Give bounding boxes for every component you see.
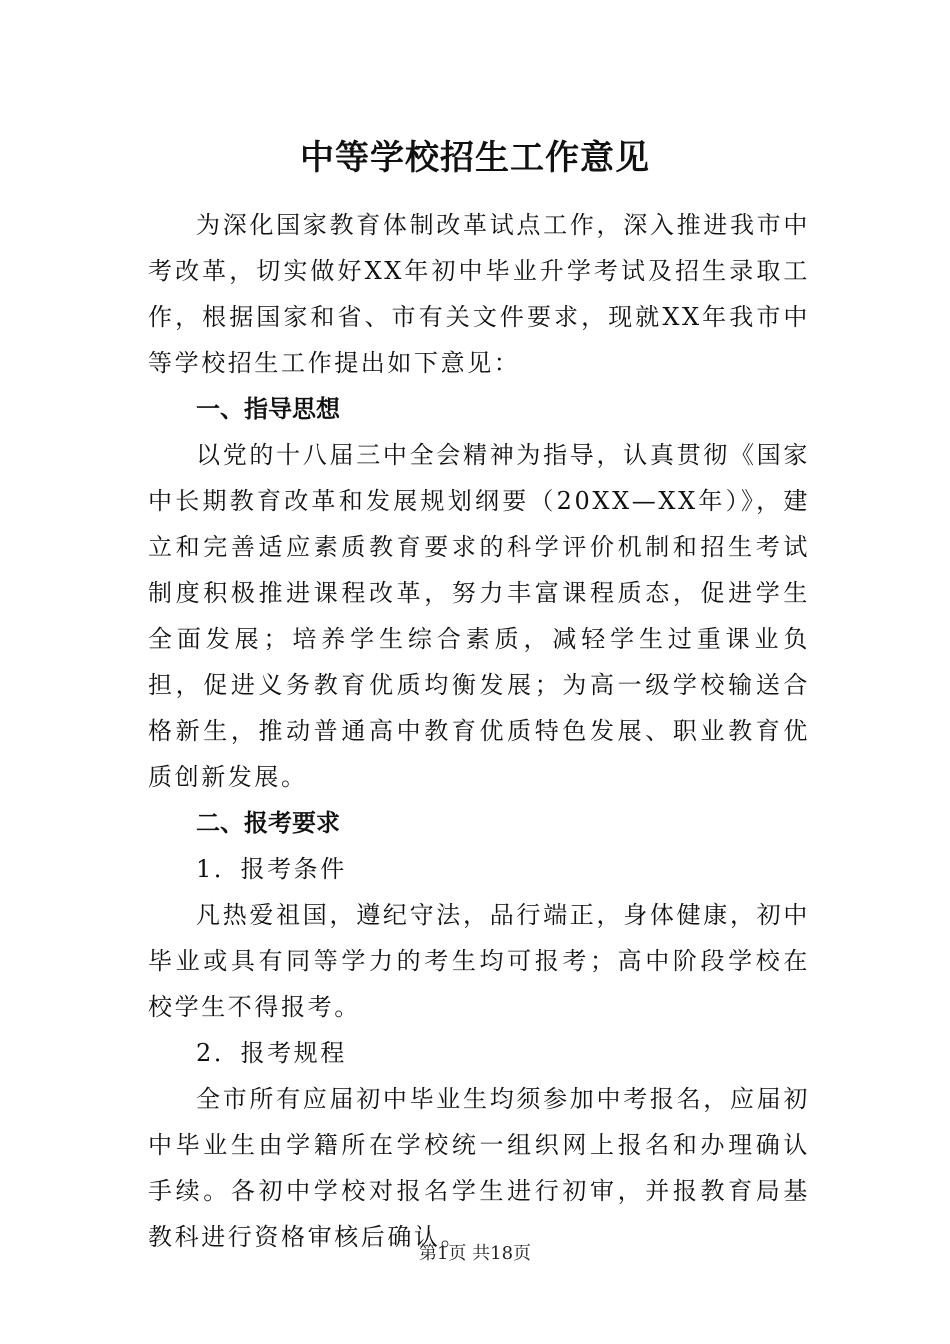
subheading-application-procedure: 2．报考规程 — [196, 1039, 347, 1067]
application-conditions-paragraph: 凡热爱祖国，遵纪守法，品行端正，身体健康，初中毕业或具有同等学力的考生均可报考；高中阶段学校在校学生不得报考。 — [148, 901, 810, 1021]
page-number-footer: 第1页 共18页 — [418, 1243, 532, 1264]
section-heading-guiding-ideology: 一、指导思想 — [196, 395, 340, 423]
document-body — [148, 202, 810, 1260]
intro-paragraph: 为深化国家教育体制改革试点工作，深入推进我市中考改革，切实做好XX年初中毕业升学考试及招生录取工作，根据国家和省、市有关文件要求，现就XX年我市中等学校招生工作提出如下意见： — [148, 211, 810, 377]
subheading-application-conditions: 1．报考条件 — [196, 855, 347, 883]
guiding-ideology-paragraph: 以党的十八届三中全会精神为指导，认真贯彻《国家中长期教育改革和发展规划纲要（20XX—XX年）》，建立和完善适应素质教育要求的科学评价机制和招生考试制度积极推进课程改革，努力丰富课程质态，促进学生全面发展；培养学生综合素质，减轻学生过重课业负担，促进义务教育优质均衡发展；为高一级学校输送合格新生，推动普通高中教育优质特色发展、职业教育优质创新发展。 — [148, 441, 810, 791]
document-title: 中等学校招生工作意见 — [300, 138, 650, 178]
section-heading-application-requirements: 二、报考要求 — [196, 809, 340, 837]
application-procedure-paragraph: 全市所有应届初中毕业生均须参加中考报名，应届初中毕业生由学籍所在学校统一组织网上报名和办理确认手续。各初中学校对报名学生进行初审，并报教育局基教科进行资格审核后确认。 — [148, 1085, 810, 1251]
